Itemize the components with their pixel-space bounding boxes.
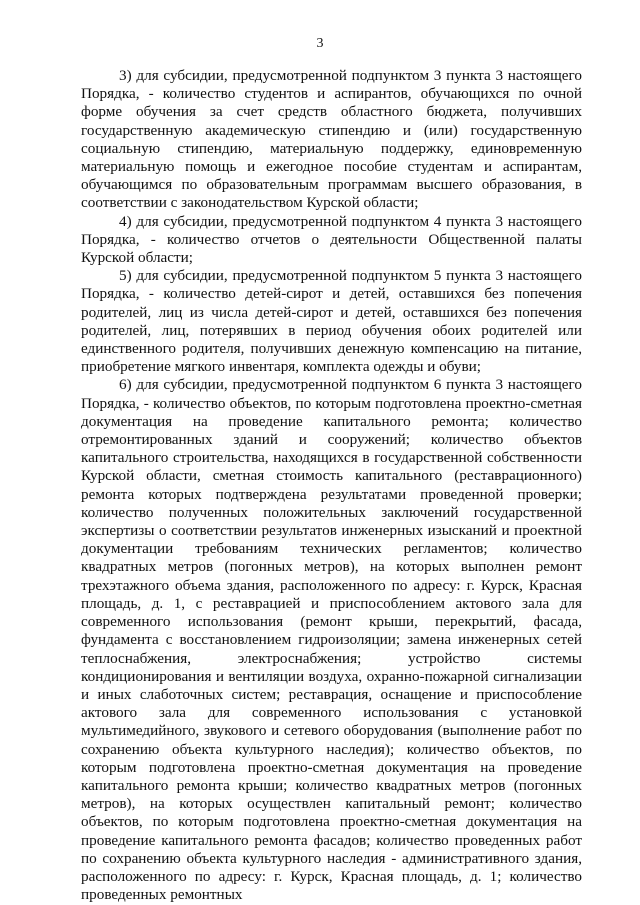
- paragraph-subsidy-5: 5) для субсидии, предусмотренной подпунктом 5 пункта 3 настоящего Порядка, - количество детей-сирот и детей, оставшихся без попечения родителей, лиц из числа детей-сирот и детей, оставшихся без попечения родителей, лиц, потерявших в период обучения обоих родителей или единственного родителя, получивших денежную компенсацию на питание, приобретение мягкого инвентаря, комплекта одежды и обуви;: [81, 267, 582, 376]
- document-body: [81, 67, 582, 904]
- paragraph-subsidy-4: 4) для субсидии, предусмотренной подпунктом 4 пункта 3 настоящего Порядка, - количество отчетов о деятельности Общественной палаты Курской области;: [81, 212, 582, 267]
- paragraph-subsidy-6: 6) для субсидии, предусмотренной подпунктом 6 пункта 3 настоящего Порядка, - количество объектов, по которым подготовлена проектно-сметная документация на проведение капитального ремонта; количество отремонтированных зданий и сооружений; количество объектов капитального строительства, находящихся в государственной собственности Курской области, сметная стоимость капитального (реставрационного) ремонта которых подтверждена результатами проведенной проверки; количество полученных положительных заключений государственной экспертизы о соответствии результатов инженерных изысканий и проектной документации требованиям технических регламентов; количество квадратных метров (погонных метров), на которых выполнен ремонт трехэтажного объема здания, расположенного по адресу: г. Курск, Красная площадь, д. 1, с реставрацией и приспособлением актового зала для современного использования (ремонт крыши, перекрытий, фасада, фундамента с восстановлением гидроизоляции; замена инженерных сетей теплоснабжения, электроснабжения; устройство системы кондиционирования и вентиляции воздуха, охранно-пожарной сигнализации и иных слаботочных систем; реставрация, оснащение и приспособление актового зала для современного использования с установкой мультимедийного, звукового и сетевого оборудования (выполнение работ по сохранению объекта культурного наследия); количество объектов, по которым подготовлена проектно-сметная документация на проведение капитального ремонта крыши; количество квадратных метров (погонных метров), на которых осуществлен капитальный ремонт; количество объектов, по которым подготовлена проектно-сметная документация на проведение капитального ремонта фасадов; количество проведенных работ по сохранению объекта культурного наследия - административного здания, расположенного по адресу: г. Курск, Красная площадь, д. 1; количество проведенных ремонтных: [81, 376, 582, 904]
- page-number: 3: [316, 36, 324, 51]
- paragraph-subsidy-3: 3) для субсидии, предусмотренной подпунктом 3 пункта 3 настоящего Порядка, - количество студентов и аспирантов, обучающихся по очной форме обучения за счет средств областного бюджета, получивших государственную академическую стипендию и (или) государственную социальную стипендию, материальную поддержку, единовременную материальную помощь и ежегодное пособие студентам и аспирантам, обучающимся по образовательным программам высшего образования, в соответствии с законодательством Курской области;: [81, 67, 582, 212]
